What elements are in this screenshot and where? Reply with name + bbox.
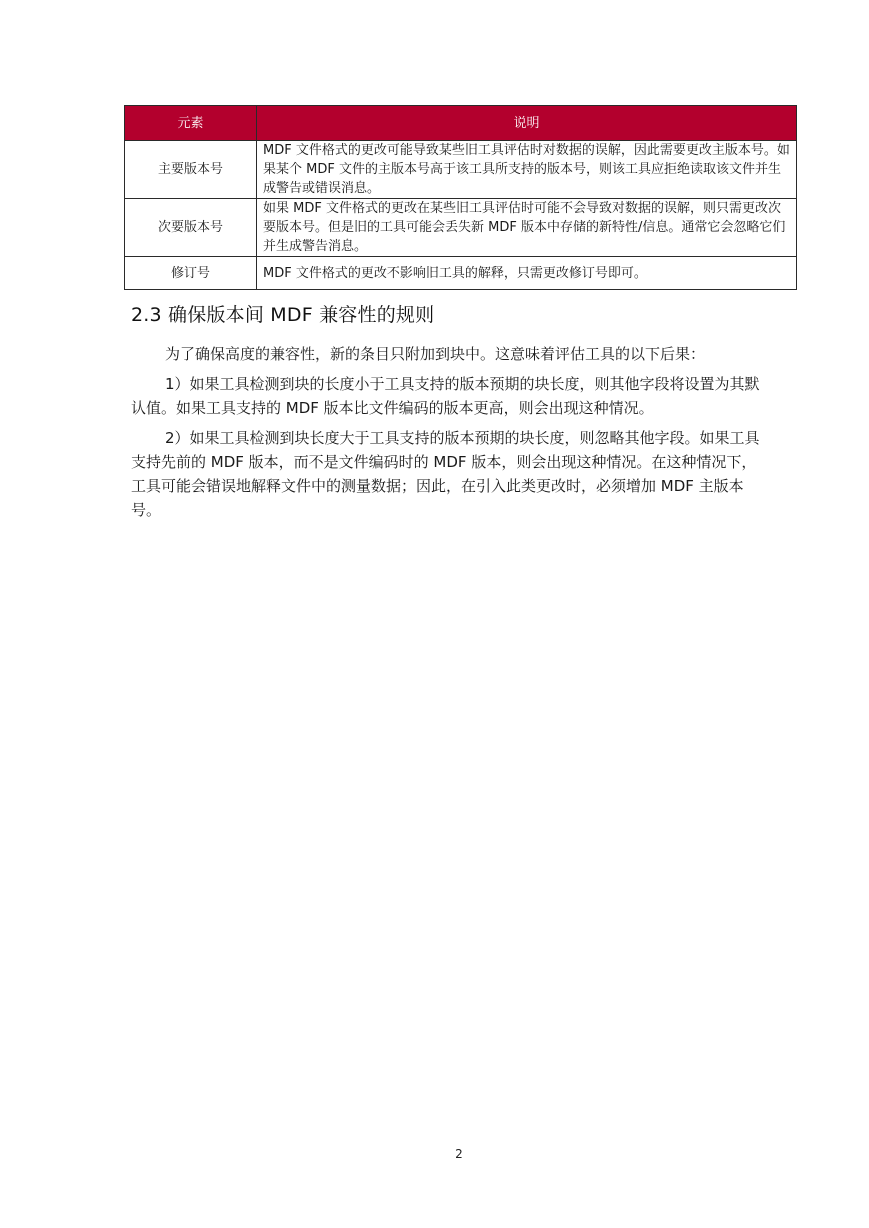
table-cell-element: 主要版本号	[125, 141, 257, 199]
table-cell-element: 修订号	[125, 257, 257, 290]
page-number: 2	[455, 1147, 463, 1161]
table-row	[125, 257, 797, 290]
paragraph-intro: 为了确保高度的兼容性，新的条目只附加到块中。这意味着评估工具的以下后果：	[165, 345, 706, 363]
column-header-element: 元素	[125, 106, 257, 141]
version-number-table	[124, 105, 797, 290]
table-cell-description: MDF 文件格式的更改不影响旧工具的解释，只需更改修订号即可。	[257, 257, 797, 290]
paragraph-rule-2: 2）如果工具检测到块长度大于工具支持的版本预期的块长度，则忽略其他字段。如果工具支持先前的 MDF 版本，而不是文件编码时的 MDF 版本，则会出现这种情况。在这种情况下，工具可能会错误地解释文件中的测量数据；因此，在引入此类更改时，必须增加 MDF 主版本号。	[131, 429, 760, 519]
paragraph-rule-1: 1）如果工具检测到块的长度小于工具支持的版本预期的块长度，则其他字段将设置为其默认值。如果工具支持的 MDF 版本比文件编码的版本更高，则会出现这种情况。	[131, 375, 760, 417]
table-cell-element: 次要版本号	[125, 199, 257, 257]
table-cell-description: 如果 MDF 文件格式的更改在某些旧工具评估时可能不会导致对数据的误解，则只需更改次要版本号。但是旧的工具可能会丢失新 MDF 版本中存储的新特性/信息。通常它会忽略它们并生成警告消息。	[257, 199, 797, 257]
table-row	[125, 199, 797, 257]
table-cell-description: MDF 文件格式的更改可能导致某些旧工具评估时对数据的误解，因此需要更改主版本号。如果某个 MDF 文件的主版本号高于该工具所支持的版本号，则该工具应拒绝读取该文件并生成警告或错误消息。	[257, 141, 797, 199]
table-header-row	[125, 106, 797, 141]
table-row	[125, 141, 797, 199]
section-heading: 2.3 确保版本间 MDF 兼容性的规则	[131, 304, 435, 326]
section-body	[131, 342, 767, 528]
column-header-description: 说明	[257, 106, 797, 141]
